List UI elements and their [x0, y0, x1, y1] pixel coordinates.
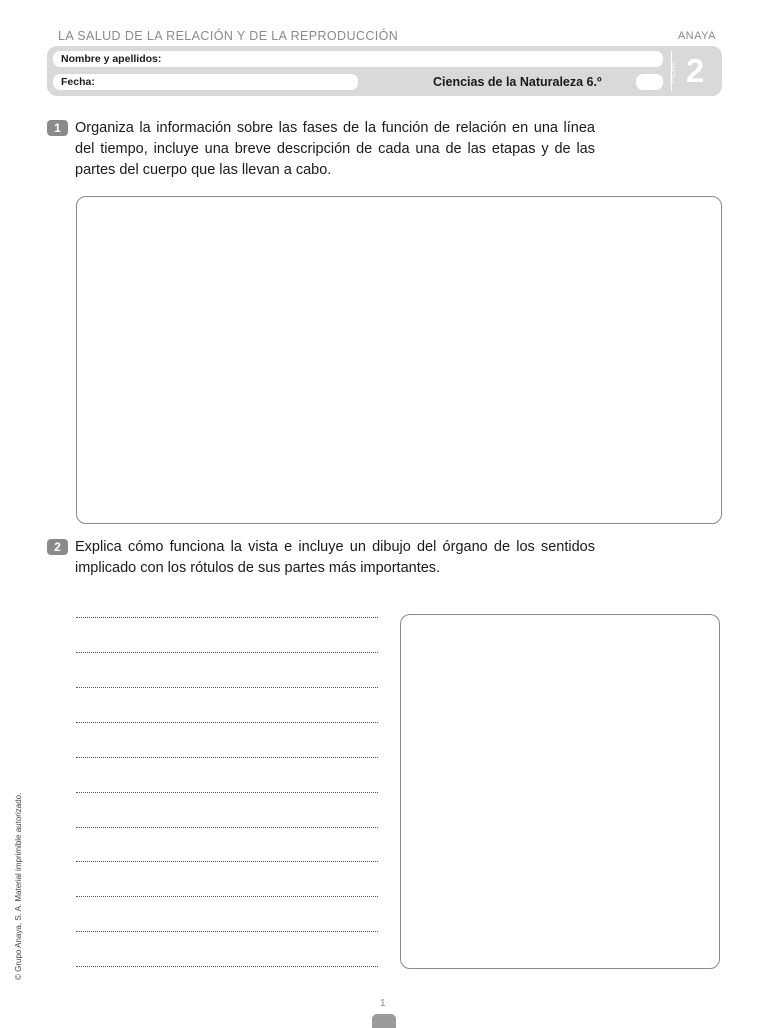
- name-field[interactable]: [53, 51, 663, 67]
- answer-line[interactable]: [76, 827, 378, 828]
- publisher-logo: ANAYA: [677, 30, 716, 42]
- answer-line[interactable]: [76, 652, 378, 653]
- answer-line[interactable]: [76, 757, 378, 758]
- answer-line[interactable]: [76, 966, 378, 967]
- ficha-label: FICHA: [670, 61, 677, 83]
- date-field[interactable]: [53, 74, 358, 90]
- answer-line[interactable]: [76, 861, 378, 862]
- ficha-number: 2: [686, 52, 705, 89]
- answer-line[interactable]: [76, 931, 378, 932]
- question-1-text: Organiza la información sobre las fases de la función de relación en una línea del tiempo, incluye una breve descripción de cada una de las etapas y de las partes del cuerpo que las llevan a cabo.: [75, 120, 595, 178]
- drawing-box[interactable]: [400, 614, 720, 969]
- question-2-badge: 2: [47, 539, 68, 555]
- answer-line[interactable]: [76, 687, 378, 688]
- copyright-credit: © Grupo Anaya, S. A. Material imprimible autorizado.: [14, 792, 23, 980]
- name-label: Nombre y apellidos:: [61, 53, 162, 65]
- question-1-badge: 1: [47, 120, 68, 136]
- answer-line[interactable]: [76, 792, 378, 793]
- question-1-answer-box[interactable]: [76, 196, 722, 524]
- question-2-text: Explica cómo funciona la vista e incluye un dibujo del órgano de los sentidos implicado con los rótulos de sus partes más importantes.: [75, 539, 595, 576]
- answer-line[interactable]: [76, 896, 378, 897]
- answer-line[interactable]: [76, 722, 378, 723]
- page-number: 1: [380, 998, 386, 1009]
- unit-title: LA SALUD DE LA RELACIÓN Y DE LA REPRODUCCIÓN: [58, 29, 399, 43]
- page-tab: [372, 1014, 396, 1028]
- subject-label: Ciencias de la Naturaleza 6.º: [433, 75, 602, 89]
- answer-line[interactable]: [76, 617, 378, 618]
- course-field[interactable]: [636, 74, 663, 90]
- date-label: Fecha:: [61, 76, 95, 88]
